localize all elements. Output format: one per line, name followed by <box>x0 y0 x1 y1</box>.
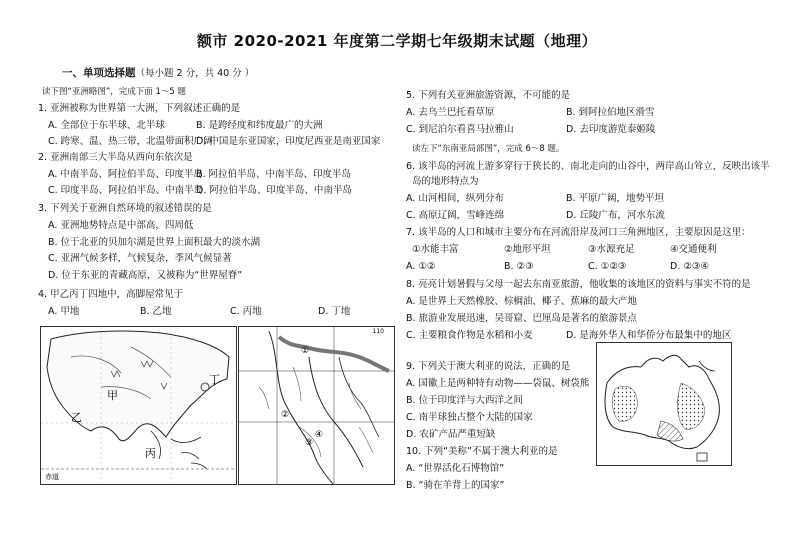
map-label-1: ① <box>301 346 310 356</box>
q6-option-b: B. 平原广阔，地势平坦 <box>566 193 665 204</box>
q1-option-a: A. 全部位于东半球、北半球 <box>48 120 165 131</box>
southeast-asia-map <box>238 326 395 485</box>
section-points: （每小题 2 分，共 40 分 ） <box>135 68 255 79</box>
map-label-equator: 赤道 <box>45 473 59 481</box>
q1-option-b: B. 是跨经度和纬度最广的大洲 <box>196 120 323 131</box>
q3-option-a: A. 亚洲地势特点是中部高，四周低 <box>48 220 194 231</box>
question-7: 7. 该半岛的人口和城市主要分布在河流沿岸及河口三角洲地区，主要原因是这里： <box>406 227 751 238</box>
q7-option-b: B. ②③ <box>504 261 534 272</box>
question-6-cont: 岛的地形特点为 <box>412 176 479 187</box>
q4-option-b: B. 乙地 <box>140 306 172 317</box>
q4-option-c: C. 丙地 <box>230 306 262 317</box>
map-label-2: ② <box>281 410 290 420</box>
question-2: 2. 亚洲南部三大半岛从西向东依次是 <box>38 152 193 163</box>
map-label-ding: 丁 <box>209 373 220 386</box>
question-8: 8. 亮亮计划暑假与父母一起去东南亚旅游，他收集的该地区的资料与事实不符的是 <box>406 279 751 290</box>
q8-option-a: A. 是世界上天然橡胶、棕榈油、椰子、蕉麻的最大产地 <box>406 296 637 307</box>
map-label-3: ③ <box>305 438 314 448</box>
question-3: 3. 下列关于亚洲自然环境的叙述错误的是 <box>38 203 212 214</box>
q9-option-b: B. 位于印度洋与大西洋之间 <box>406 395 524 406</box>
q1-option-d: D. 中国是东亚国家，印度尼西亚是南亚国家 <box>196 136 381 147</box>
map-label-yi: 乙 <box>71 411 82 424</box>
q5-option-b: B. 到阿拉伯地区滑雪 <box>566 107 655 118</box>
q2-option-a: A. 中南半岛、阿拉伯半岛、印度半岛 <box>48 169 203 180</box>
q9-option-d: D. 农矿产品严重短缺 <box>406 429 496 440</box>
map-label-4: ④ <box>315 430 324 440</box>
q2-option-c: C. 印度半岛、阿拉伯半岛、中南半岛 <box>48 185 204 196</box>
read-instruction-1: 读下图“亚洲略图”，完成下面 1～5 题 <box>42 87 187 97</box>
q6-option-d: D. 丘陵广布，河水东流 <box>566 210 665 221</box>
australia-map <box>596 342 732 466</box>
q5-option-c: C. 到尼泊尔看喜马拉雅山 <box>406 124 514 135</box>
q7-item-1: ①水能丰富 <box>412 244 459 255</box>
q8-option-c: C. 主要粮食作物是水稻和小麦 <box>406 330 533 341</box>
map-longitude-label: 110 <box>372 328 384 335</box>
q5-option-a: A. 去乌兰巴托看草原 <box>406 107 495 118</box>
question-5: 5. 下列有关亚洲旅游资源，不可能的是 <box>406 90 571 101</box>
section-title: 一、单项选择题 <box>62 67 136 79</box>
q2-option-d: D. 阿拉伯半岛、印度半岛、中南半岛 <box>196 185 352 196</box>
q1-option-c: C. 跨寒、温、热三带，北温带面积广阔 <box>48 136 213 147</box>
map-label-bing: 丙 <box>145 447 156 460</box>
q7-item-3: ③水源充足 <box>588 244 635 255</box>
asia-map <box>40 326 237 485</box>
question-10: 10. 下列“美称”不属于澳大利亚的是 <box>406 446 558 457</box>
question-9: 9. 下列关于澳大利亚的说法，正确的是 <box>406 361 571 372</box>
q10-option-a: A. “世界活化石博物馆” <box>406 463 505 474</box>
q2-option-b: B. 阿拉伯半岛、中南半岛、印度半岛 <box>196 169 352 180</box>
exam-title: 额市 2020-2021 年度第二学期七年级期末试题（地理） <box>196 32 598 50</box>
q7-item-2: ②地形平坦 <box>504 244 551 255</box>
q6-option-c: C. 高原辽阔，雪峰连绵 <box>406 210 505 221</box>
question-4: 4. 甲乙丙丁四地中，高脚屋常见于 <box>38 289 184 300</box>
q5-option-d: D. 去印度游览泰姬陵 <box>566 124 656 135</box>
q7-option-d: D. ②③④ <box>670 261 709 272</box>
q4-option-d: D. 丁地 <box>318 306 351 317</box>
section-heading <box>62 67 254 80</box>
q4-option-a: A. 甲地 <box>48 306 80 317</box>
question-1: 1. 亚洲被称为世界第一大洲，下列叙述正确的是 <box>38 103 241 114</box>
q7-option-c: C. ①②③ <box>588 261 627 272</box>
q8-option-d: D. 是海外华人和华侨分布最集中的地区 <box>566 330 732 341</box>
q9-option-a: A. 国徽上是两种特有动物——袋鼠、树袋熊 <box>406 378 590 389</box>
q3-option-c: C. 亚洲气候多样，气候复杂，季风气候显著 <box>48 253 232 264</box>
q9-option-c: C. 南半球独占整个大陆的国家 <box>406 412 533 423</box>
map-label-jia: 甲 <box>107 389 118 402</box>
q6-option-a: A. 山河相间，纵列分布 <box>406 193 504 204</box>
q10-option-b: B. “骑在羊背上的国家” <box>406 480 505 491</box>
q7-option-a: A. ①② <box>406 261 436 272</box>
q3-option-b: B. 位于北亚的贝加尔湖是世界上面积最大的淡水湖 <box>48 237 261 248</box>
q8-option-b: B. 旅游业发展迅速，吴哥窟、巴厘岛是著名的旅游景点 <box>406 313 638 324</box>
read-instruction-2: 读左下“东南亚局部图”，完成 6～8 题。 <box>412 144 565 154</box>
q3-option-d: D. 位于东亚的青藏高原，又被称为“世界屋脊” <box>48 270 243 281</box>
q7-item-4: ④交通便利 <box>670 244 717 255</box>
question-6: 6. 该半岛的河流上游多穿行于狭长的、南北走向的山谷中，两岸高山耸立，反映出该半 <box>406 161 770 172</box>
